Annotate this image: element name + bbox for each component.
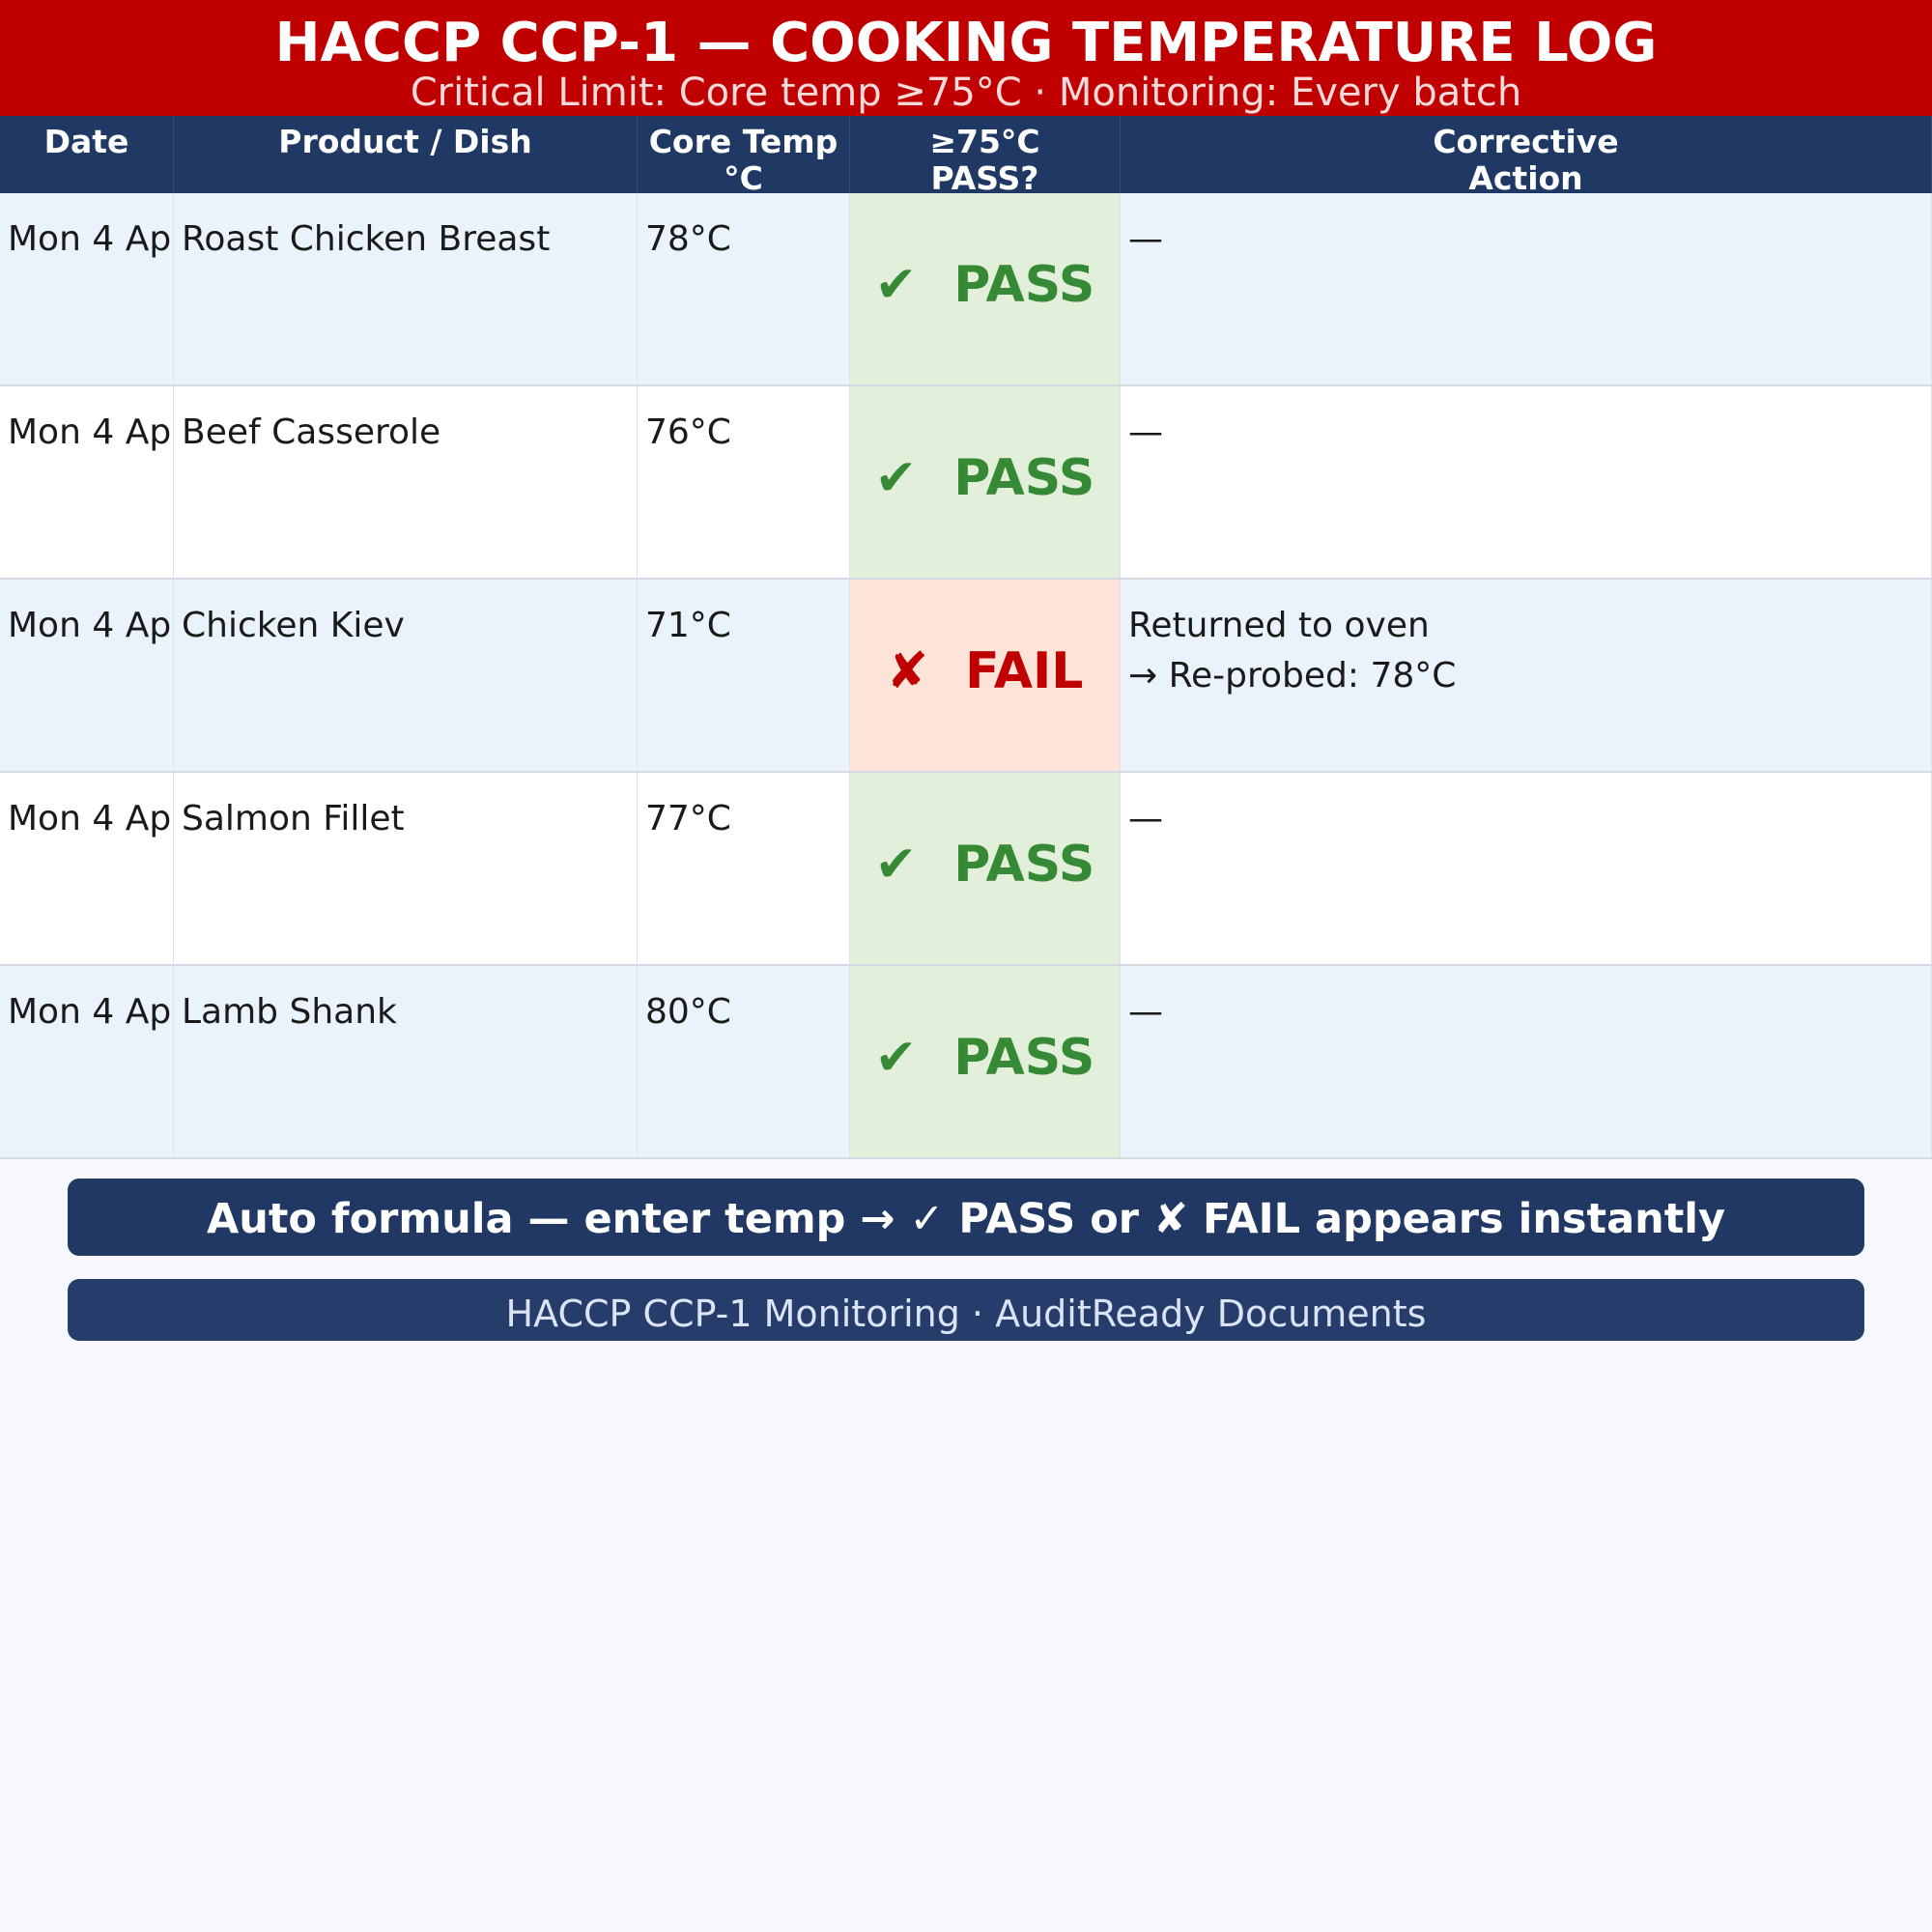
column-header-line: Product / Dish	[278, 123, 532, 160]
status-badge	[850, 639, 1120, 703]
corrective-action-line: —	[1128, 412, 1163, 452]
check-icon: ✔	[874, 449, 918, 507]
status-badge	[850, 253, 1120, 317]
table-row	[0, 773, 1932, 966]
column-header-pass-status	[850, 116, 1121, 193]
corrective-action-cell[interactable]	[1121, 193, 1932, 384]
column-header-line: Date	[43, 123, 129, 160]
pass-status-cell[interactable]	[850, 773, 1121, 964]
core-temp-cell[interactable]: 77°C	[638, 773, 850, 964]
page-title: HACCP CCP-1 — COOKING TEMPERATURE LOG	[274, 12, 1658, 74]
product-cell[interactable]: Salmon Fillet	[174, 773, 638, 964]
core-temp-cell[interactable]: 78°C	[638, 193, 850, 384]
date-cell[interactable]: Mon 4 Ap	[0, 966, 174, 1157]
status-badge	[850, 833, 1120, 896]
corrective-action-cell[interactable]	[1121, 966, 1932, 1157]
column-header-line: ≥75°C	[929, 123, 1040, 160]
check-icon: ✔	[874, 1029, 918, 1087]
column-header-corrective-action	[1121, 116, 1932, 193]
corrective-action-cell[interactable]	[1121, 386, 1932, 578]
product-cell[interactable]: Roast Chicken Breast	[174, 193, 638, 384]
status-badge	[850, 1026, 1120, 1090]
page-subtitle: Critical Limit: Core temp ≥75°C · Monitoring: Every batch	[410, 71, 1522, 115]
core-temp-cell[interactable]: 76°C	[638, 386, 850, 578]
status-label: FAIL	[965, 642, 1084, 700]
corrective-action-line: → Re-probed: 78°C	[1128, 656, 1457, 696]
table-row	[0, 386, 1932, 580]
column-header-line: Corrective	[1433, 123, 1619, 160]
pass-status-cell[interactable]	[850, 386, 1121, 578]
status-label: PASS	[953, 1029, 1095, 1087]
formula-note: Auto formula — enter temp → ✓ PASS or ✘ FAIL appears instantly	[68, 1179, 1864, 1256]
pass-status-cell[interactable]	[850, 193, 1121, 384]
title-banner	[0, 0, 1932, 116]
column-header-line: Action	[1468, 159, 1583, 193]
corrective-action-line: Returned to oven	[1128, 606, 1430, 645]
corrective-action-cell[interactable]	[1121, 773, 1932, 964]
date-cell[interactable]: Mon 4 Ap	[0, 193, 174, 384]
table-header	[0, 116, 1932, 193]
product-cell[interactable]: Beef Casserole	[174, 386, 638, 578]
footer-banner: HACCP CCP-1 Monitoring · AuditReady Documents	[68, 1279, 1864, 1341]
column-header-product	[174, 116, 638, 193]
table-row	[0, 966, 1932, 1159]
table-row	[0, 580, 1932, 773]
status-badge	[850, 446, 1120, 510]
date-cell[interactable]: Mon 4 Ap	[0, 580, 174, 771]
core-temp-cell[interactable]: 80°C	[638, 966, 850, 1157]
product-cell[interactable]: Chicken Kiev	[174, 580, 638, 771]
status-label: PASS	[953, 449, 1095, 507]
check-icon: ✔	[874, 256, 918, 314]
column-header-date	[0, 116, 174, 193]
column-header-line: PASS?	[930, 159, 1039, 193]
pass-status-cell[interactable]	[850, 966, 1121, 1157]
column-header-line: °C	[724, 159, 763, 193]
check-icon: ✔	[874, 836, 918, 894]
corrective-action-cell[interactable]	[1121, 580, 1932, 771]
date-cell[interactable]: Mon 4 Ap	[0, 386, 174, 578]
corrective-action-line: —	[1128, 992, 1163, 1032]
cross-icon: ✘	[886, 642, 929, 700]
pass-status-cell[interactable]	[850, 580, 1121, 771]
column-header-line: Core Temp	[648, 123, 838, 160]
corrective-action-line: —	[1128, 799, 1163, 838]
status-label: PASS	[953, 836, 1095, 894]
date-cell[interactable]: Mon 4 Ap	[0, 773, 174, 964]
core-temp-cell[interactable]: 71°C	[638, 580, 850, 771]
column-header-core-temp	[638, 116, 850, 193]
product-cell[interactable]: Lamb Shank	[174, 966, 638, 1157]
status-label: PASS	[953, 256, 1095, 314]
corrective-action-line: —	[1128, 219, 1163, 259]
table-row	[0, 193, 1932, 386]
